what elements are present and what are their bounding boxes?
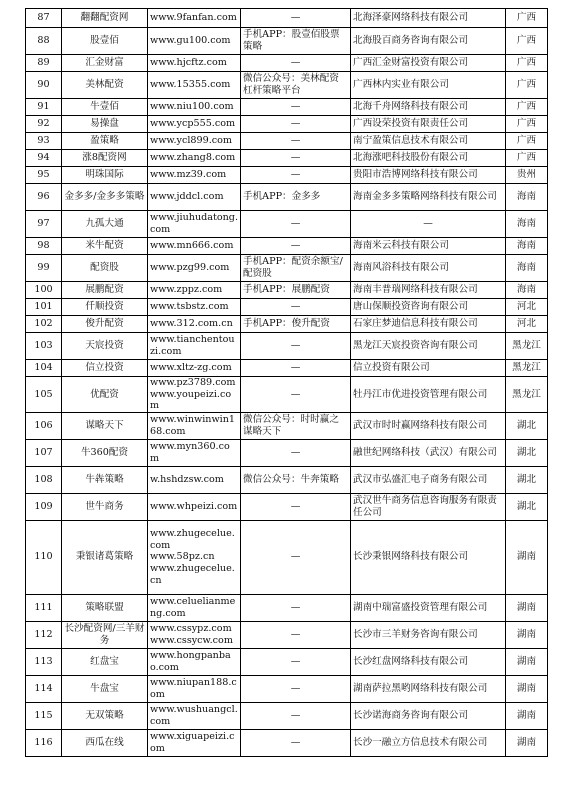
row-number: 108 (26, 466, 62, 493)
website-cell (148, 466, 241, 493)
platform-name: 美林配资 (62, 72, 148, 99)
website-cell (148, 520, 241, 594)
row-number: 115 (26, 702, 62, 729)
region: 广西 (506, 99, 548, 116)
row-number: 89 (26, 55, 62, 72)
website-cell (148, 72, 241, 99)
website-url: www.zhugecelue.com (150, 528, 235, 551)
website-url: www.58pz.cn (150, 551, 215, 563)
website-cell (148, 28, 241, 55)
region: 湖南 (506, 520, 548, 594)
operating-company: 信立投资有限公司 (351, 360, 506, 377)
website-cell (148, 184, 241, 211)
table-row (26, 377, 548, 413)
row-number: 97 (26, 211, 62, 238)
row-number: 87 (26, 9, 62, 28)
website-url: www.ycp555.com (150, 118, 236, 130)
region: 湖南 (506, 729, 548, 756)
region: 湖北 (506, 466, 548, 493)
website-url: www.xiguapeizi.com (150, 731, 235, 754)
platform-name: 无双策略 (62, 702, 148, 729)
website-cell (148, 99, 241, 116)
website-cell (148, 255, 241, 282)
website-url: www.hjcftz.com (150, 57, 227, 69)
website-cell (148, 594, 241, 621)
platform-name: 天宸投资 (62, 333, 148, 360)
operating-company: 北海千舟网络科技有限公司 (351, 99, 506, 116)
operating-company: 长沙诺海商务咨询有限公司 (351, 702, 506, 729)
website-url: www.pz3789.com (150, 377, 236, 388)
website-url: www.xltz-zg.com (150, 362, 232, 374)
platform-name: 牛360配资 (62, 439, 148, 466)
table-row (26, 99, 548, 116)
operating-company: 湖南中瑞富盛投资管理有限公司 (351, 594, 506, 621)
platform-name: 汇金财富 (62, 55, 148, 72)
website-cell (148, 9, 241, 28)
table-row (26, 520, 548, 594)
table-row (26, 55, 548, 72)
table-row (26, 28, 548, 55)
operating-company: 牡丹江市优进投资管理有限公司 (351, 377, 506, 413)
website-url: www.ycl899.com (150, 135, 233, 147)
row-number: 107 (26, 439, 62, 466)
app-or-wechat-note: — (241, 9, 351, 28)
platform-name: 俊升配资 (62, 316, 148, 333)
website-cell (148, 377, 241, 413)
operating-company: 广西林内实业有限公司 (351, 72, 506, 99)
platform-name: 长沙配资网/三羊财务 (62, 621, 148, 648)
region: 湖南 (506, 621, 548, 648)
region: 河北 (506, 299, 548, 316)
table-row (26, 238, 548, 255)
platform-name: 策略联盟 (62, 594, 148, 621)
website-url: www.cssycw.com (150, 634, 233, 646)
operating-company: 北海股百商务咨询有限公司 (351, 28, 506, 55)
website-cell (148, 167, 241, 184)
app-or-wechat-note: 微信公众号：美林配资杠杆策略平台 (241, 72, 351, 99)
region: 海南 (506, 211, 548, 238)
app-or-wechat-note: — (241, 377, 351, 413)
operating-company: 长沙秉银网络科技有限公司 (351, 520, 506, 594)
website-cell (148, 299, 241, 316)
website-cell (148, 133, 241, 150)
app-or-wechat-note: — (241, 493, 351, 520)
website-cell (148, 282, 241, 299)
operating-company: 唐山保顺投资咨询有限公司 (351, 299, 506, 316)
region: 广西 (506, 116, 548, 133)
website-url: www.zhang8.com (150, 152, 236, 164)
row-number: 109 (26, 493, 62, 520)
platform-name: 优配资 (62, 377, 148, 413)
table-row (26, 702, 548, 729)
row-number: 93 (26, 133, 62, 150)
platform-name: 红盘宝 (62, 648, 148, 675)
operating-company: 北海涨吧科技股份有限公司 (351, 150, 506, 167)
operating-company: 武汉市弘盛汇电子商务有限公司 (351, 466, 506, 493)
website-url: www.mz39.com (150, 169, 227, 181)
platform-name: 明珠国际 (62, 167, 148, 184)
website-url: www.zhugecelue.cn (150, 563, 235, 586)
region: 广西 (506, 55, 548, 72)
platform-name: 盈策略 (62, 133, 148, 150)
table-row (26, 167, 548, 184)
region: 河北 (506, 316, 548, 333)
row-number: 110 (26, 520, 62, 594)
app-or-wechat-note: — (241, 702, 351, 729)
website-url: www.gu100.com (150, 35, 231, 47)
region: 湖北 (506, 493, 548, 520)
website-url: www.312.com.cn (150, 318, 233, 330)
table-row (26, 72, 548, 99)
website-url: www.niupan188.com (150, 677, 237, 700)
row-number: 104 (26, 360, 62, 377)
row-number: 96 (26, 184, 62, 211)
app-or-wechat-note: 手机APP：展鹏配资 (241, 282, 351, 299)
table-row (26, 211, 548, 238)
table-row (26, 150, 548, 167)
platform-name: 牛犇策略 (62, 466, 148, 493)
app-or-wechat-note: — (241, 439, 351, 466)
app-or-wechat-note: — (241, 99, 351, 116)
operating-company: 湖南萨拉黑哟网络科技有限公司 (351, 675, 506, 702)
table-row (26, 493, 548, 520)
row-number: 100 (26, 282, 62, 299)
website-url: www.mn666.com (150, 240, 234, 252)
region: 海南 (506, 238, 548, 255)
website-url: www.youpeizi.com (150, 388, 232, 412)
row-number: 92 (26, 116, 62, 133)
platform-name: 米牛配资 (62, 238, 148, 255)
app-or-wechat-note: — (241, 55, 351, 72)
app-or-wechat-note: 手机APP：股壹佰股票策略 (241, 28, 351, 55)
table-row (26, 675, 548, 702)
table-row (26, 255, 548, 282)
app-or-wechat-note: 微信公众号：牛奔策略 (241, 466, 351, 493)
row-number: 106 (26, 412, 62, 439)
website-cell (148, 55, 241, 72)
app-or-wechat-note: — (241, 360, 351, 377)
website-url: w.hshdzsw.com (150, 473, 224, 485)
app-or-wechat-note: 手机APP：配资余额宝/配资股 (241, 255, 351, 282)
operating-company: 北海泽豪网络科技有限公司 (351, 9, 506, 28)
row-number: 88 (26, 28, 62, 55)
row-number: 98 (26, 238, 62, 255)
row-number: 112 (26, 621, 62, 648)
operating-company: 广西汇金财富投资有限公司 (351, 55, 506, 72)
platform-name: 翻翻配资网 (62, 9, 148, 28)
platform-name: 西瓜在线 (62, 729, 148, 756)
website-url: www.jiuhudatong.com (150, 212, 238, 235)
table-row (26, 360, 548, 377)
app-or-wechat-note: — (241, 167, 351, 184)
operating-company: 长沙市三羊财务咨询有限公司 (351, 621, 506, 648)
platform-name: 金多多/金多多策略 (62, 184, 148, 211)
row-number: 105 (26, 377, 62, 413)
website-cell (148, 116, 241, 133)
platform-name: 谋略天下 (62, 412, 148, 439)
row-number: 103 (26, 333, 62, 360)
app-or-wechat-note: — (241, 150, 351, 167)
operating-company: 石家庄梦迪信息科技有限公司 (351, 316, 506, 333)
app-or-wechat-note: — (241, 520, 351, 594)
website-url: www.tianchentouzi.com (150, 334, 235, 357)
row-number: 91 (26, 99, 62, 116)
app-or-wechat-note: — (241, 133, 351, 150)
website-cell (148, 333, 241, 360)
table-row (26, 729, 548, 756)
operating-company: 贵阳市浩博网络科技有限公司 (351, 167, 506, 184)
app-or-wechat-note: 微信公众号：时时赢之谋略天下 (241, 412, 351, 439)
region: 海南 (506, 255, 548, 282)
website-cell (148, 439, 241, 466)
platform-table (25, 8, 548, 757)
row-number: 113 (26, 648, 62, 675)
operating-company: 广西设荣投资有限责任公司 (351, 116, 506, 133)
website-cell (148, 238, 241, 255)
website-url: www.niu100.com (150, 101, 234, 113)
row-number: 102 (26, 316, 62, 333)
table-row (26, 594, 548, 621)
platform-name: 涨8配资网 (62, 150, 148, 167)
website-cell (148, 211, 241, 238)
table-row (26, 184, 548, 211)
region: 湖北 (506, 439, 548, 466)
region: 黑龙江 (506, 333, 548, 360)
platform-name: 仟顺投资 (62, 299, 148, 316)
platform-name: 牛壹佰 (62, 99, 148, 116)
region: 黑龙江 (506, 360, 548, 377)
operating-company: 南宁盈策信息技术有限公司 (351, 133, 506, 150)
website-url: www.wushuangcl.com (150, 704, 238, 727)
table-row (26, 412, 548, 439)
website-url: www.winwinwin168.com (150, 414, 236, 437)
operating-company: 长沙红盘网络科技有限公司 (351, 648, 506, 675)
table-row (26, 316, 548, 333)
region: 黑龙江 (506, 377, 548, 413)
operating-company: 融世纪网络科技（武汉）有限公司 (351, 439, 506, 466)
app-or-wechat-note: 手机APP：金多多 (241, 184, 351, 211)
website-url: www.whpeizi.com (150, 500, 238, 512)
region: 广西 (506, 72, 548, 99)
table-row (26, 133, 548, 150)
region: 广西 (506, 150, 548, 167)
website-url: www.jddcl.com (150, 191, 224, 203)
operating-company: 海南金多多策略网络科技有限公司 (351, 184, 506, 211)
website-url: www.zppz.com (150, 284, 223, 296)
website-cell (148, 412, 241, 439)
app-or-wechat-note: — (241, 621, 351, 648)
row-number: 101 (26, 299, 62, 316)
website-cell (148, 648, 241, 675)
operating-company: 长沙一融立方信息技术有限公司 (351, 729, 506, 756)
operating-company: 武汉市时时赢网络科技有限公司 (351, 412, 506, 439)
platform-name: 世牛商务 (62, 493, 148, 520)
platform-name: 秉银诸葛策略 (62, 520, 148, 594)
row-number: 90 (26, 72, 62, 99)
app-or-wechat-note: — (241, 594, 351, 621)
website-cell (148, 621, 241, 648)
row-number: 99 (26, 255, 62, 282)
table-row (26, 466, 548, 493)
app-or-wechat-note: — (241, 116, 351, 133)
app-or-wechat-note: 手机APP：俊升配资 (241, 316, 351, 333)
app-or-wechat-note: — (241, 299, 351, 316)
website-url: www.myn360.com (150, 441, 230, 464)
region: 湖南 (506, 675, 548, 702)
platform-name: 牛盘宝 (62, 675, 148, 702)
table-row (26, 621, 548, 648)
table-row (26, 299, 548, 316)
region: 湖南 (506, 594, 548, 621)
platform-name: 信立投资 (62, 360, 148, 377)
table-row (26, 648, 548, 675)
website-cell (148, 150, 241, 167)
website-url: www.cssypz.com (150, 623, 232, 635)
region: 贵州 (506, 167, 548, 184)
platform-name: 九孤大通 (62, 211, 148, 238)
region: 海南 (506, 184, 548, 211)
website-cell (148, 316, 241, 333)
table-row (26, 282, 548, 299)
region: 广西 (506, 133, 548, 150)
website-cell (148, 493, 241, 520)
website-cell (148, 729, 241, 756)
app-or-wechat-note: — (241, 675, 351, 702)
website-url: www.tsbstz.com (150, 301, 229, 313)
row-number: 94 (26, 150, 62, 167)
website-cell (148, 702, 241, 729)
platform-name: 易操盘 (62, 116, 148, 133)
platform-name: 股壹佰 (62, 28, 148, 55)
region: 湖南 (506, 648, 548, 675)
operating-company: — (351, 211, 506, 238)
website-url: www.15355.com (150, 79, 231, 91)
operating-company: 武汉世牛商务信息咨询服务有限责任公司 (351, 493, 506, 520)
table-row (26, 9, 548, 28)
table-row (26, 439, 548, 466)
app-or-wechat-note: — (241, 729, 351, 756)
platform-name: 配资股 (62, 255, 148, 282)
website-url: www.9fanfan.com (150, 12, 237, 24)
website-url: www.celuelianmeng.com (150, 596, 236, 619)
website-cell (148, 675, 241, 702)
table-body (26, 9, 548, 757)
region: 广西 (506, 28, 548, 55)
app-or-wechat-note: — (241, 648, 351, 675)
platform-name: 展鹏配资 (62, 282, 148, 299)
website-url: www.pzg99.com (150, 262, 230, 274)
region: 湖北 (506, 412, 548, 439)
website-cell (148, 360, 241, 377)
operating-company: 海南米云科技有限公司 (351, 238, 506, 255)
app-or-wechat-note: — (241, 238, 351, 255)
row-number: 111 (26, 594, 62, 621)
region: 海南 (506, 282, 548, 299)
operating-company: 海南风浴科技有限公司 (351, 255, 506, 282)
app-or-wechat-note: — (241, 333, 351, 360)
table-row (26, 116, 548, 133)
row-number: 114 (26, 675, 62, 702)
row-number: 95 (26, 167, 62, 184)
row-number: 116 (26, 729, 62, 756)
app-or-wechat-note: — (241, 211, 351, 238)
operating-company: 海南丰普瑞网络科技有限公司 (351, 282, 506, 299)
region: 湖南 (506, 702, 548, 729)
table-row (26, 333, 548, 360)
region: 广西 (506, 9, 548, 28)
website-url: www.hongpanbao.com (150, 650, 231, 673)
operating-company: 黑龙江天宸投资咨询有限公司 (351, 333, 506, 360)
